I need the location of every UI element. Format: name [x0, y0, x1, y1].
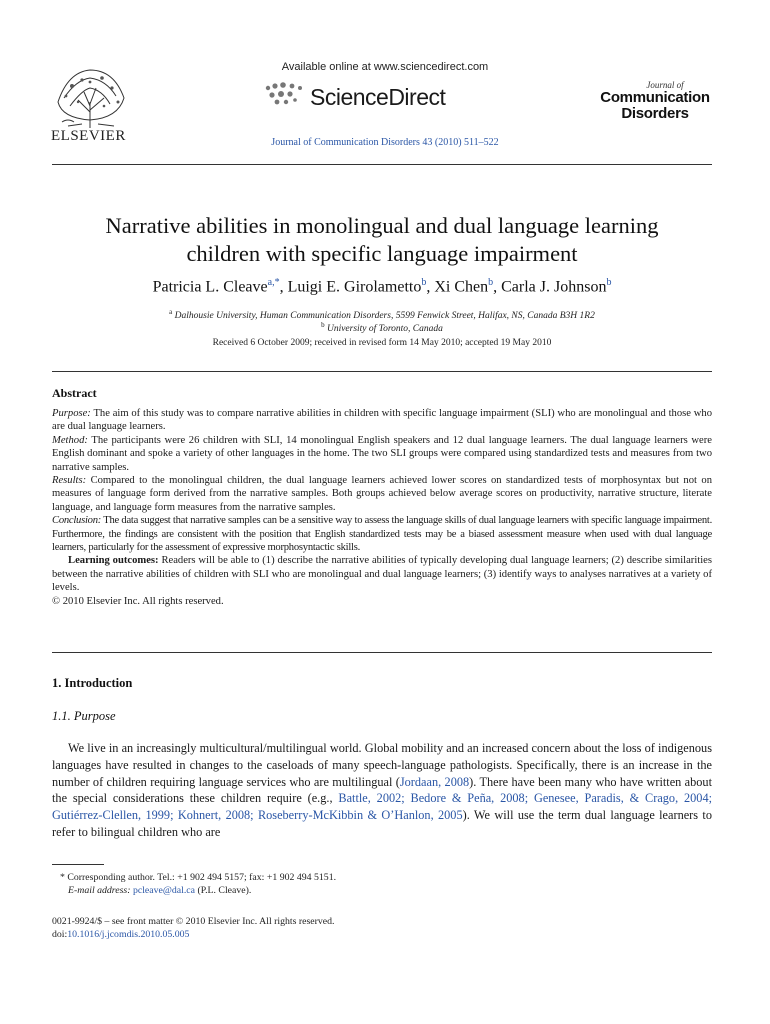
corresponding-author-note: * Corresponding author. Tel.: +1 902 494 5157; fax: +1 902 494 5151. — [60, 872, 337, 883]
intro-paragraph — [52, 740, 712, 841]
doi-label: doi: — [52, 929, 68, 940]
abstract-copyright: © 2010 Elsevier Inc. All rights reserved. — [52, 595, 224, 607]
title-line-1: Narrative abilities in monolingual and dual language learning — [105, 213, 659, 238]
author-affiliation-marker[interactable]: a,* — [267, 277, 280, 288]
title-line-2: children with specific language impairment — [186, 241, 578, 266]
affiliation-marker: b — [321, 321, 325, 329]
abstract-bottom-divider — [52, 652, 712, 653]
section-heading: 1. Introduction — [52, 676, 133, 690]
abstract-label: Method: — [52, 434, 88, 446]
author-separator: , — [493, 278, 502, 296]
journal-logo — [590, 80, 720, 122]
author-affiliation-marker[interactable]: b — [606, 277, 612, 288]
doi-line — [52, 928, 712, 941]
abstract-heading: Abstract — [52, 386, 97, 400]
abstract-label: Results: — [52, 475, 87, 487]
author-separator: , — [279, 278, 288, 296]
author-name: Carla J. Johnson — [501, 278, 607, 296]
abstract-text: The participants were 26 children with SLI, 14 monolingual English speakers and 12 dual language learners. The dual language learners were English dominant and spoke a variety of other languages in the home. The two SLI groups were compared using standardized tests and measures from two narrative samples. — [52, 434, 712, 473]
publisher-logo-text: ELSEVIER — [51, 128, 126, 144]
affiliation-a — [52, 308, 712, 321]
abstract-text: The aim of this study was to compare narrative abilities in children with specific language impairment (SLI) who are monolingual and those who are dual language learners. — [52, 408, 712, 433]
abstract-label: Purpose: — [52, 408, 91, 419]
issn-line: 0021-9924/$ – see front matter © 2010 Elsevier Inc. All rights reserved. — [52, 916, 335, 927]
email-label: E-mail address: — [68, 885, 131, 896]
journal-logo-small: Journal of — [646, 80, 684, 90]
sciencedirect-dots-icon — [262, 80, 308, 110]
citation-link[interactable]: Jordaan, 2008 — [399, 774, 470, 789]
abstract-purpose — [52, 407, 712, 434]
sciencedirect-logo-text: ScienceDirect — [310, 84, 446, 110]
email-suffix: (P.L. Cleave). — [197, 885, 252, 896]
paragraph-text: ). We will use the term dual language learners to refer to bilingual children who are — [52, 808, 712, 839]
author-separator: , — [426, 278, 435, 296]
affiliation-b — [52, 321, 712, 334]
abstract-text: Readers will be able to (1) describe the narrative abilities of typically developing dual language learners; (2) describe similarities between the narrative abilities of children with SLI who are monolingual and dual language learners; (3) identify ways to analyses narratives at a variety of levels. — [52, 555, 712, 594]
doi-link[interactable]: 10.1016/j.jcomdis.2010.05.005 — [67, 929, 190, 940]
subsection-heading: 1.1. Purpose — [52, 709, 116, 723]
paragraph-text: ). There have been many who have written about the special considerations these children require (e.g., — [52, 774, 713, 806]
journal-logo-line1: Communication — [600, 89, 710, 106]
journal-reference-link[interactable]: Journal of Communication Disorders 43 (2010) 511–522 — [271, 137, 499, 148]
abstract-results — [52, 474, 712, 514]
affiliation-text: Dalhousie University, Human Communication Disorders, 5599 Fenwick Street, Halifax, NS, Canada B3H 1R2 — [174, 311, 595, 322]
author-affiliation-marker[interactable]: b — [421, 277, 427, 288]
author-affiliation-marker[interactable]: b — [488, 277, 494, 288]
paragraph-text: We live in an increasingly multicultural/multilingual world. Global mobility and an increased concern about the loss of indigenous languages have resulted in changes to the caseloads of many speech-language pathologists. Specifically, there is an increase in the number of children requiring language services who are multilingual ( — [52, 741, 712, 789]
footnote-divider — [52, 864, 104, 865]
email-note — [52, 884, 728, 897]
article-title — [52, 212, 712, 268]
header-divider — [52, 164, 712, 165]
abstract-conclusion — [52, 514, 712, 554]
citation-link[interactable]: Battle, 2002; Bedore & Peña, 2008; Genesee, Paradis, & Crago, 2004; Gutiérrez-Clellen, 1999; Kohnert, 2008; Roseberry-McKibbin & O’Hanlon, 2005 — [52, 791, 713, 823]
email-link[interactable]: pcleave@dal.ca — [132, 885, 196, 896]
abstract-text: Compared to the monolingual children, the dual language learners achieved lower scores on standardized tests of morphosyntax but not on measures of language form derived from the narrative samples. Both groups achieved below average scores on productivity, narrative structure, literate language, and language form measures from the narrative samples. — [52, 475, 712, 513]
affiliation-marker: a — [169, 308, 173, 316]
abstract-method — [52, 434, 712, 474]
author-list — [52, 277, 712, 296]
received-dates: Received 6 October 2009; received in revised form 14 May 2010; accepted 19 May 2010 — [212, 338, 552, 348]
abstract-top-divider — [52, 371, 712, 372]
available-online-text: Available online at www.sciencedirect.com — [281, 61, 489, 73]
author-name: Patricia L. Cleave — [152, 278, 268, 296]
abstract-label: Conclusion: — [52, 515, 102, 527]
abstract-body — [52, 407, 712, 608]
affiliation-text: University of Toronto, Canada — [326, 324, 443, 335]
abstract-label: Learning outcomes: — [68, 555, 159, 567]
abstract-text: The data suggest that narrative samples can be a sensitive way to assess the language skills of dual language learners with specific language impairment. Furthermore, the findings are consistent with the position that English standardized tests may be a biased assessment measure when used with dual language learners, particularly for the assessment of expressive morphosyntactic skills. — [52, 515, 712, 554]
author-name: Xi Chen — [434, 278, 489, 296]
author-name: Luigi E. Girolametto — [287, 278, 422, 296]
journal-logo-line2: Disorders — [621, 105, 689, 122]
abstract-learning-outcomes — [52, 554, 712, 594]
